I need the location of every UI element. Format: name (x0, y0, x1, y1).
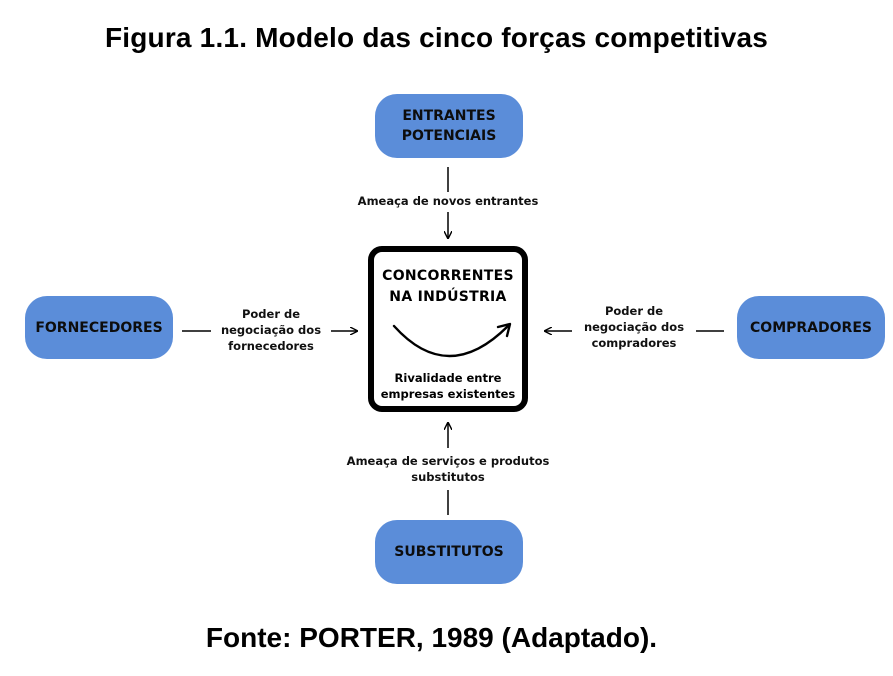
relation-left-line1: Poder de (241, 307, 301, 321)
rivalry-curved-arrow-icon (388, 314, 512, 364)
relation-left-line3: fornecedores (228, 339, 314, 353)
relation-right-line3: compradores (591, 336, 677, 350)
relation-right-label (568, 303, 700, 351)
relation-bottom-line2: substitutos (411, 470, 485, 484)
center-title-line2: NA INDÚSTRIA (389, 289, 507, 305)
force-left-label: FORNECEDORES (35, 319, 163, 336)
center-sub-line2: empresas existentes (380, 387, 516, 401)
relation-right-line1: Poder de (604, 304, 664, 318)
force-entrantes-potenciais (375, 94, 523, 158)
figure-title: Figura 1.1. Modelo das cinco forças competitivas (104, 22, 769, 53)
relation-top-label (348, 193, 548, 209)
relation-top-line1: Ameaça de novos entrantes (357, 194, 539, 208)
center-title (374, 266, 522, 308)
center-box-concorrentes (368, 246, 528, 412)
relation-left-label (206, 306, 336, 354)
force-fornecedores (25, 296, 173, 359)
figure-source: Fonte: PORTER, 1989 (Adaptado). (205, 622, 658, 653)
center-title-line1: CONCORRENTES (382, 268, 514, 284)
force-compradores (737, 296, 885, 359)
relation-left-line2: negociação dos (220, 323, 322, 337)
force-substitutos (375, 520, 523, 584)
force-top-line1: ENTRANTES (402, 108, 496, 124)
center-subtitle (374, 370, 522, 402)
relation-bottom-label (338, 453, 558, 485)
center-sub-line1: Rivalidade entre (394, 371, 502, 385)
force-top-line2: POTENCIAIS (401, 128, 497, 144)
relation-bottom-line1: Ameaça de serviços e produtos (346, 454, 550, 468)
relation-right-line2: negociação dos (583, 320, 685, 334)
force-bottom-label: SUBSTITUTOS (394, 544, 504, 560)
force-right-label: COMPRADORES (750, 319, 872, 336)
